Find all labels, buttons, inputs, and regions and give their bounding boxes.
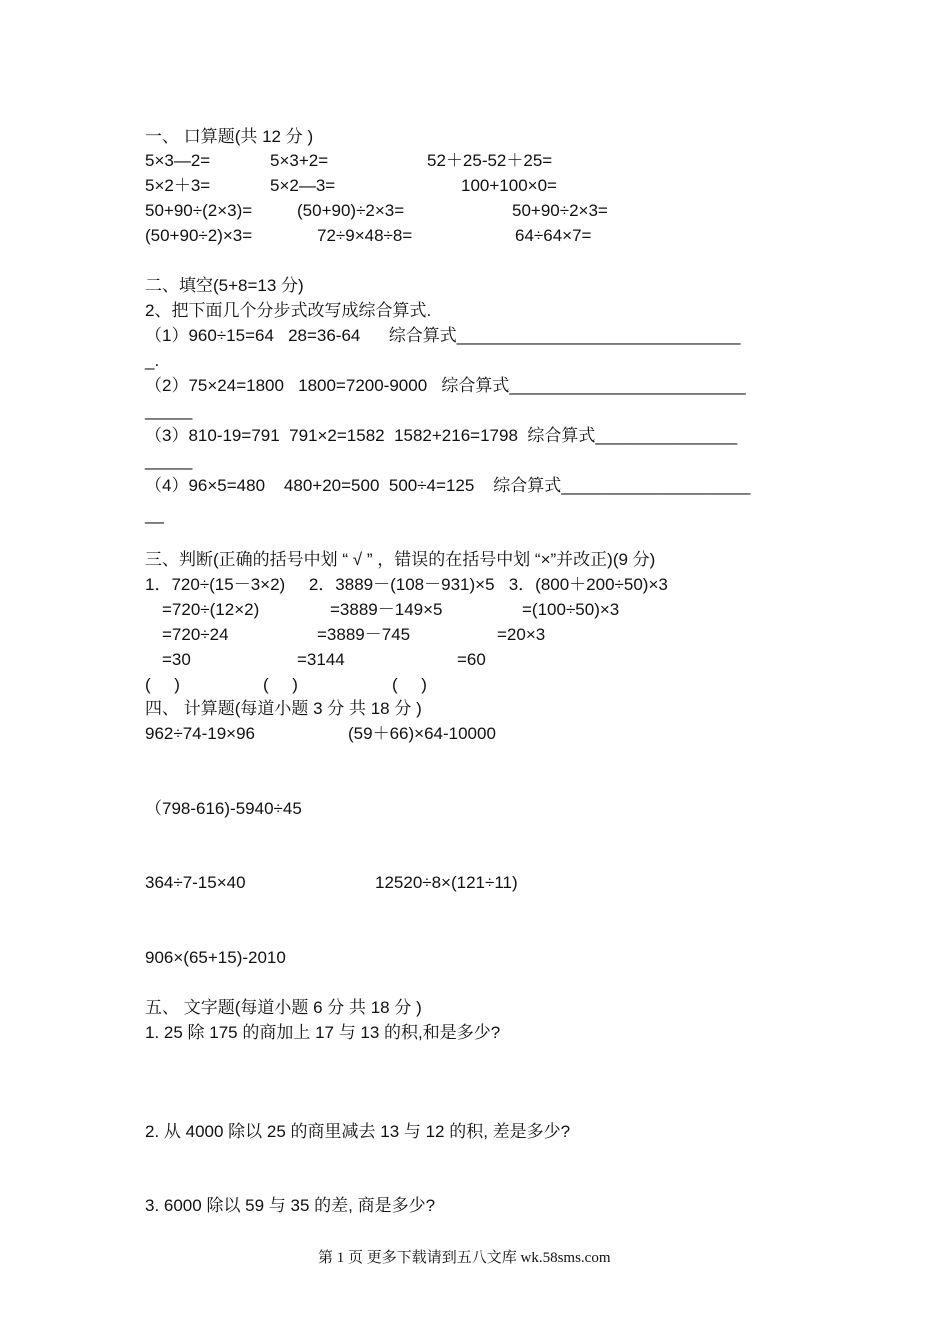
judge-step: =(100÷50)×3 (522, 600, 620, 619)
oral-problem: 5×2—3= (270, 176, 336, 195)
oral-problem: 50+90÷(2×3)= (145, 201, 253, 220)
answer-bracket: ( ) (392, 675, 427, 694)
calc-problem: (59＋66)×64-10000 (348, 724, 496, 743)
answer-bracket: ( ) (145, 675, 180, 694)
judge-step: =3144 (297, 650, 345, 669)
section3-title: 三、判断(正确的括号中划 “ √ ” ，错误的在括号中划 “×”并改正)(9 分) (145, 550, 656, 569)
fill-blank-continuation: _____ (145, 401, 193, 420)
calc-problem: 12520÷8×(121÷11) (375, 873, 518, 892)
word-problem: 3. 6000 除以 59 与 35 的差, 商是多少? (145, 1196, 436, 1215)
oral-problem: 5×3—2= (145, 151, 211, 170)
fill-blank-item: （2）75×24=1800 1800=7200-9000 综合算式_________________________ (145, 376, 746, 395)
fill-blank-item: （1）960÷15=64 28=36-64 综合算式______________________________ (145, 326, 741, 345)
oral-problem: 100+100×0= (461, 176, 557, 195)
word-problem: 2. 从 4000 除以 25 的商里减去 13 与 12 的积, 差是多少? (145, 1122, 571, 1141)
section2-title: 二、填空(5+8=13 分) (145, 276, 304, 295)
oral-problem: 52＋25-52＋25= (427, 151, 553, 170)
section2-instruction: 2、把下面几个分步式改写成综合算式. (145, 301, 432, 320)
calc-problem: 364÷7-15×40 (145, 873, 246, 892)
section1-title: 一、 口算题(共 12 分 ) (145, 127, 314, 146)
oral-problem: 72÷9×48÷8= (317, 226, 413, 245)
judge-step: =3889－149×5 (330, 600, 443, 619)
section5-title: 五、 文字题(每道小题 6 分 共 18 分 ) (145, 998, 422, 1017)
oral-problem: (50+90÷2)×3= (145, 226, 253, 245)
judge-step: =3889－745 (317, 625, 411, 644)
calc-problem: 962÷74-19×96 (145, 724, 256, 743)
oral-problem: 5×3+2= (270, 151, 329, 170)
oral-problem: 5×2＋3= (145, 176, 211, 195)
oral-problem: (50+90)÷2×3= (297, 201, 405, 220)
fill-blank-item: （3）810-19=791 791×2=1582 1582+216=1798 综合算式_______________ (145, 426, 738, 445)
oral-problem: 50+90÷2×3= (512, 201, 608, 220)
fill-blank-continuation: __ (145, 505, 164, 524)
judge-step: =30 (162, 650, 191, 669)
word-problem: 1. 25 除 175 的商加上 17 与 13 的积,和是多少? (145, 1023, 501, 1042)
section4-title: 四、 计算题(每道小题 3 分 共 18 分 ) (145, 699, 422, 718)
fill-blank-continuation: _. (145, 351, 160, 370)
answer-bracket: ( ) (263, 675, 298, 694)
judge-step: =60 (457, 650, 486, 669)
calc-problem: 906×(65+15)-2010 (145, 948, 286, 967)
page-footer: 第 1 页 更多下载请到五八文库 wk.58sms.com (318, 1250, 611, 1266)
calc-problem: （798-616)-5940÷45 (145, 799, 302, 818)
fill-blank-item: （4）96×5=480 480+20=500 500÷4=125 综合算式____________________ (145, 476, 751, 495)
judge-step: =720÷24 (162, 625, 229, 644)
oral-problem: 64÷64×7= (515, 226, 592, 245)
judge-step: =20×3 (497, 625, 546, 644)
judge-step: =720÷(12×2) (162, 600, 260, 619)
judge-problems-header: 1．720÷(15－3×2) 2．3889－(108－931)×5 3．(800＋200÷50)×3 (145, 575, 668, 594)
fill-blank-continuation: _____ (145, 451, 193, 470)
